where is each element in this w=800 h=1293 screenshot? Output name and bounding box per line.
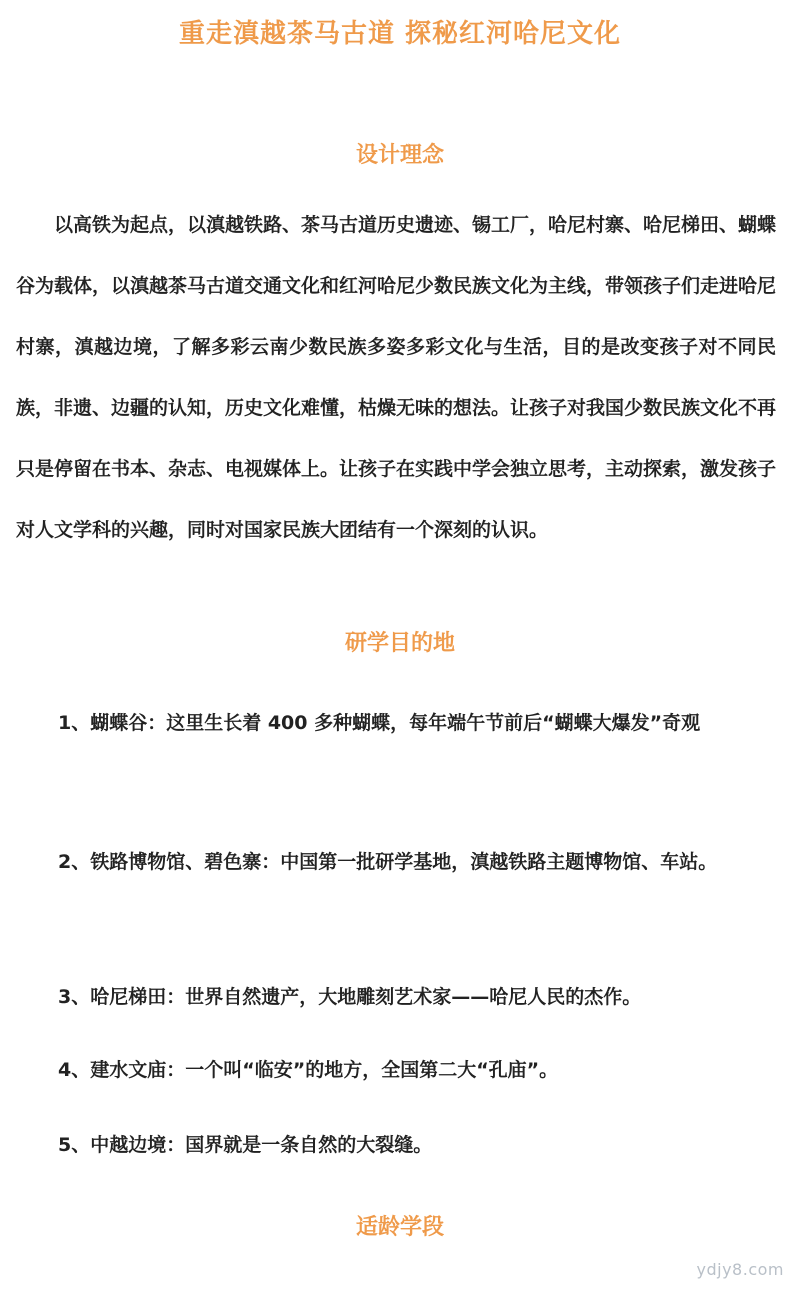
destination-item: 5、中越边境：国界就是一条自然的大裂缝。 <box>58 1134 433 1156</box>
section-heading-age: 适龄学段 <box>355 1215 444 1240</box>
site-watermark: ydjy8.com <box>696 1260 784 1279</box>
section-heading-design: 设计理念 <box>355 143 444 168</box>
section-heading-destinations: 研学目的地 <box>344 631 455 656</box>
destination-item: 4、建水文庙：一个叫“临安”的地方，全国第二大“孔庙”。 <box>58 1059 559 1081</box>
destination-item: 3、哈尼梯田：世界自然遗产，大地雕刻艺术家——哈尼人民的杰作。 <box>58 986 642 1008</box>
page-title: 重走滇越茶马古道 探秘红河哈尼文化 <box>178 19 622 49</box>
design-paragraph: 以高铁为起点，以滇越铁路、茶马古道历史遗迹、锡工厂，哈尼村寨、哈尼梯田、蝴蝶谷为载体，以滇越茶马古道交通文化和红河哈尼少数民族文化为主线，带领孩子们走进哈尼村寨，滇越边境，了解多彩云南少数民族多姿多彩文化与生活，目的是改变孩子对不同民族，非遗、边疆的认知，历史文化难懂，枯燥无味的想法。让孩子对我国少数民族文化不再只是停留在书本、杂志、电视媒体上。让孩子在实践中学会独立思考，主动探索，激发孩子对人文学科的兴趣，同时对国家民族大团结有一个深刻的认识。 <box>16 214 777 541</box>
destination-item: 2、铁路博物馆、碧色寨：中国第一批研学基地，滇越铁路主题博物馆、车站。 <box>58 851 718 873</box>
destination-item: 1、蝴蝶谷：这里生长着 400 多种蝴蝶，每年端午节前后“蝴蝶大爆发”奇观 <box>58 712 701 734</box>
